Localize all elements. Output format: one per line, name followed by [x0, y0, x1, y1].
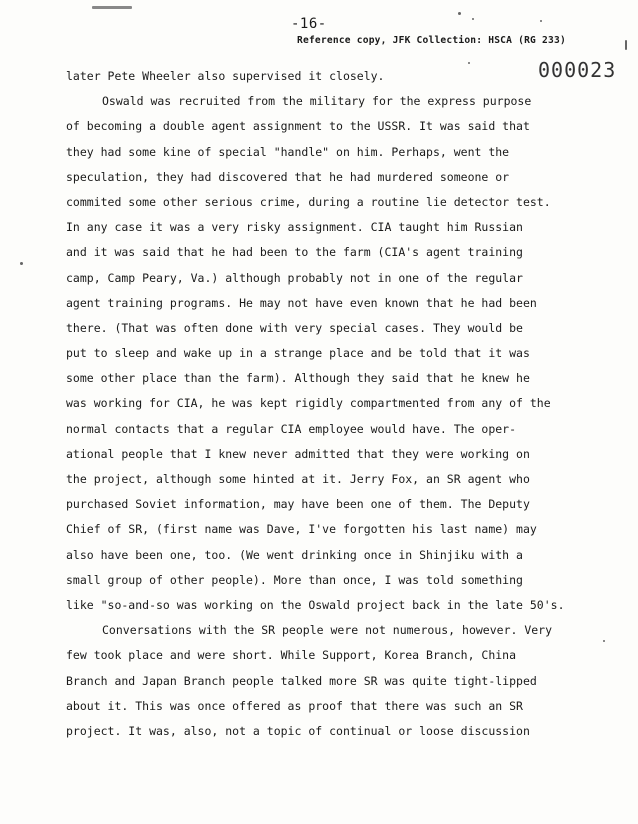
text-line: ational people that I knew never admitted that they were working on [66, 446, 530, 461]
text-line: project. It was, also, not a topic of continual or loose discussion [66, 723, 530, 738]
body-text [66, 64, 606, 744]
text-line: Chief of SR, (first name was Dave, I've forgotten his last name) may [66, 522, 537, 537]
document-id: 000023 [538, 58, 617, 82]
text-line: of becoming a double agent assignment to the USSR. It was said that [66, 119, 530, 134]
scan-speck [20, 262, 23, 265]
text-line: few took place and were short. While Support, Korea Branch, China [66, 648, 517, 663]
text-line: small group of other people). More than once, I was told something [66, 572, 523, 587]
text-line: they had some kine of special "handle" on him. Perhaps, went the [66, 144, 510, 159]
text-line: purchased Soviet information, may have been one of them. The Deputy [66, 497, 530, 512]
text-line: Branch and Japan Branch people talked more SR was quite tight-lipped [66, 673, 537, 688]
scan-speck [625, 40, 627, 50]
text-line: the project, although some hinted at it. Jerry Fox, an SR agent who [66, 472, 530, 486]
text-line: also have been one, too. (We went drinking once in Shinjiku with a [66, 547, 523, 562]
scan-speck [458, 12, 461, 15]
text-line: later Pete Wheeler also supervised it closely. [66, 69, 385, 83]
text-line: was working for CIA, he was kept rigidly compartmented from any of the [66, 396, 551, 411]
text-line: Oswald was recruited from the military for the express purpose [102, 94, 532, 109]
text-line: agent training programs. He may not have even known that he had been [66, 295, 537, 310]
reference-note: Reference copy, JFK Collection: HSCA (RG 233) [297, 35, 566, 46]
text-line: like "so-and-so was working on the Oswald project back in the late 50's. [66, 597, 565, 612]
scan-speck [603, 640, 605, 642]
text-line: normal contacts that a regular CIA employee would have. The oper- [66, 421, 517, 436]
text-line: speculation, they had discovered that he had murdered someone or [66, 169, 510, 184]
scan-speck [92, 6, 132, 9]
page-number: -16- [291, 16, 327, 32]
text-line: In any case it was a very risky assignment. CIA taught him Russian [66, 220, 523, 235]
text-line: commited some other serious crime, during a routine lie detector test. [66, 194, 551, 209]
text-line: about it. This was once offered as proof that there was such an SR [66, 698, 523, 713]
text-line: and it was said that he had been to the farm (CIA's agent training [66, 245, 523, 260]
text-line: some other place than the farm). Although they said that he knew he [66, 371, 530, 386]
scan-speck [472, 18, 474, 20]
text-line: camp, Camp Peary, Va.) although probably not in one of the regular [66, 270, 523, 285]
text-line: there. (That was often done with very special cases. They would be [66, 320, 523, 335]
scan-speck [468, 62, 470, 64]
text-line: put to sleep and wake up in a strange place and be told that it was [66, 346, 530, 361]
text-line: Conversations with the SR people were not numerous, however. Very [102, 623, 553, 638]
scan-speck [540, 20, 542, 22]
